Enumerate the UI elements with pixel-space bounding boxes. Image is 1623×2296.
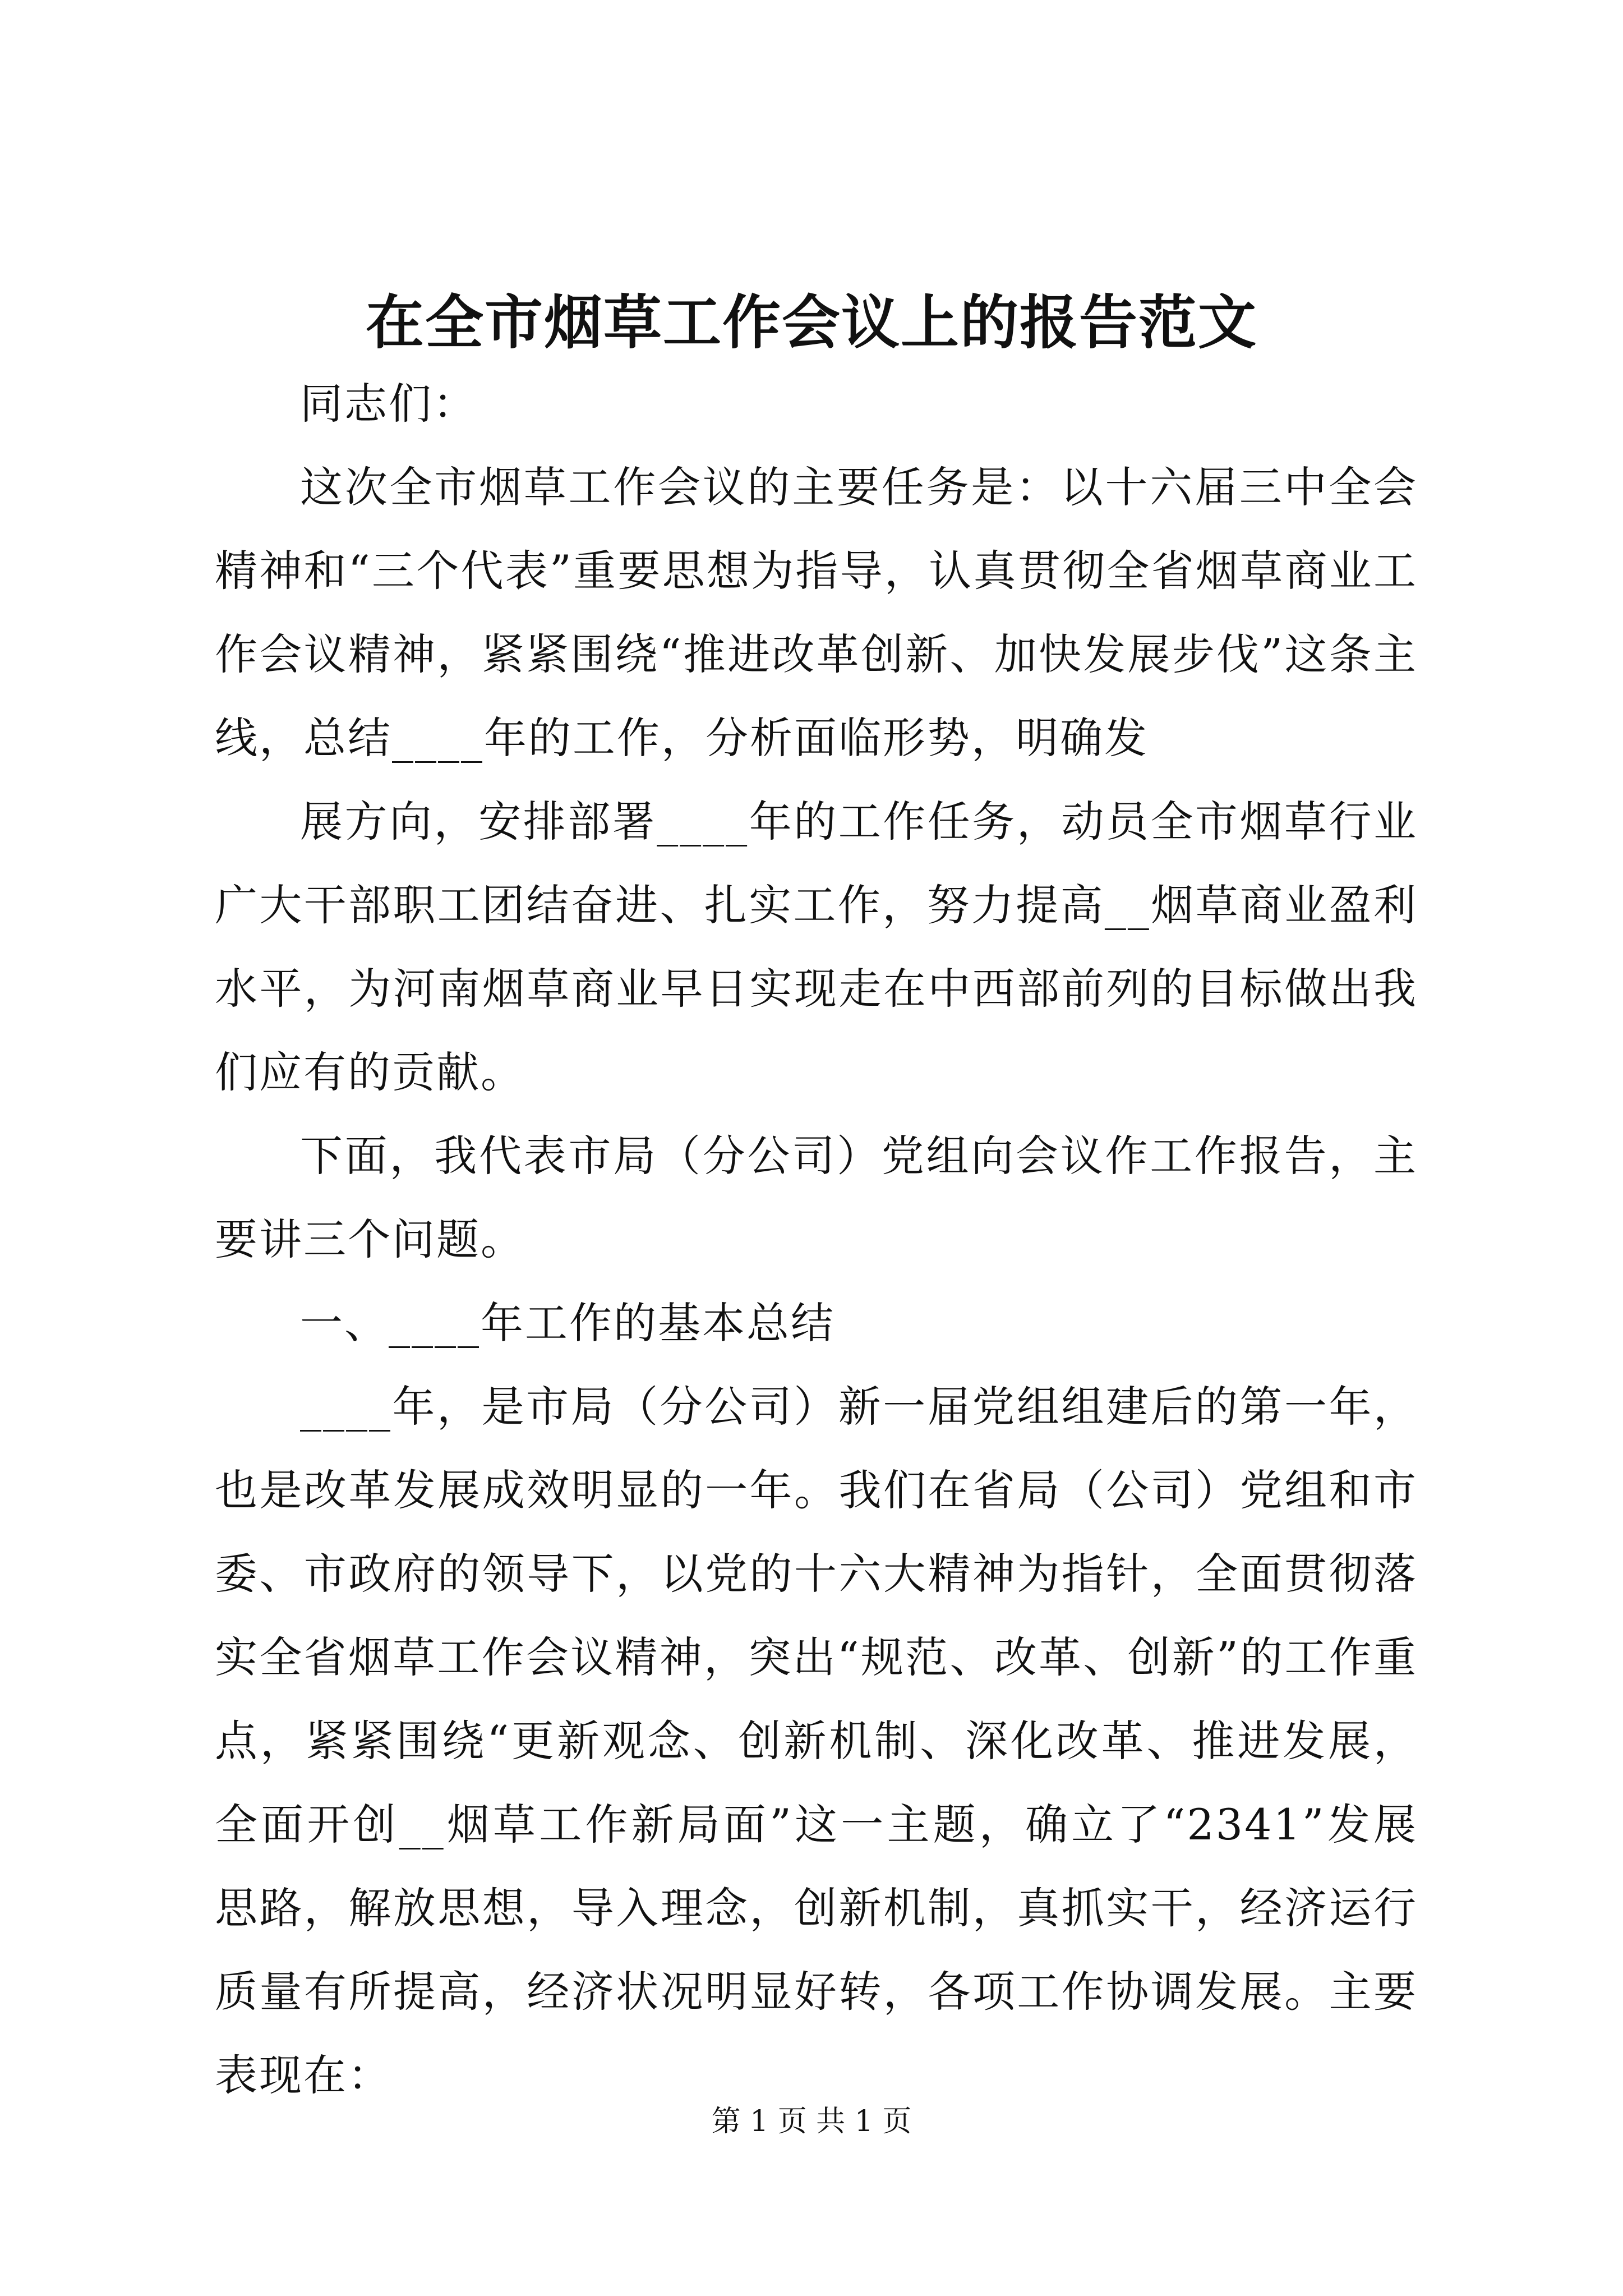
section-heading-1: 一、____年工作的基本总结 xyxy=(300,1298,835,1348)
page-footer: 第 1 页 共 1 页 xyxy=(711,2105,912,2138)
paragraph-2: 展方向，安排部署____年的工作任务，动员全市烟草行业广大干部职工团结奋进、扎实工作，努力提高__烟草商业盈利水平，为河南烟草商业早日实现走在中西部前列的目标做出我们应有的贡献。 xyxy=(215,797,1418,1097)
paragraph-4: ____年，是市局（分公司）新一届党组组建后的第一年，也是改革发展成效明显的一年。我们在省局（公司）党组和市委、市政府的领导下，以党的十六大精神为指针，全面贯彻落实全省烟草工作会议精神，突出“规范、改革、创新”的工作重点，紧紧围绕“更新观念、创新机制、深化改革、推进发展，全面开创__烟草工作新局面”这一主题，确立了“2341”发展思路，解放思想，导入理念，创新机制，真抓实干，经济运行质量有所提高，经济状况明显好转，各项工作协调发展。主要表现在： xyxy=(215,1382,1418,2100)
document-body xyxy=(215,362,1418,2117)
paragraph-3: 下面，我代表市局（分公司）党组向会议作工作报告，主要讲三个问题。 xyxy=(215,1131,1418,1264)
paragraph-salutation: 同志们： xyxy=(300,379,477,429)
paragraph-1: 这次全市烟草工作会议的主要任务是：以十六届三中全会精神和“三个代表”重要思想为指导，认真贯彻全省烟草商业工作会议精神，紧紧围绕“推进改革创新、加快发展步伐”这条主线，总结____年的工作，分析面临形势，明确发 xyxy=(215,462,1418,763)
document-title: 在全市烟草工作会议上的报告范文 xyxy=(365,288,1257,357)
